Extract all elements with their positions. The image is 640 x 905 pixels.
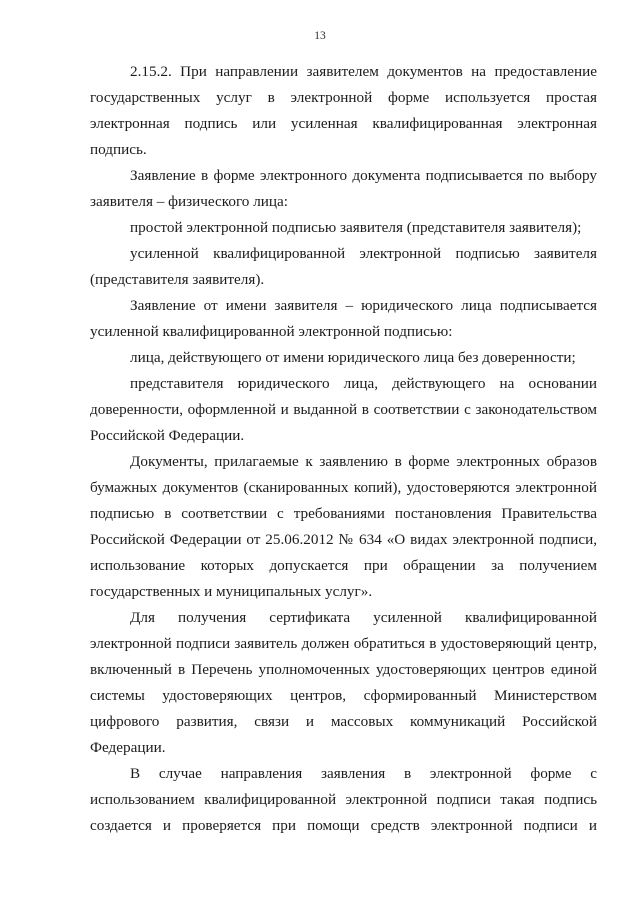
- paragraph: [90, 761, 597, 839]
- text-line: государственных услуг в электронной форме используется простая: [90, 89, 597, 106]
- text-line: цифрового развития, связи и массовых коммуникаций Российской: [90, 713, 597, 730]
- text-line: государственных и муниципальных услуг».: [90, 583, 373, 600]
- text-line: подписью в соответствии с требованиями постановления Правительства: [90, 505, 597, 522]
- text-line: лица, действующего от имени юридического лица без доверенности;: [130, 349, 576, 366]
- text-line: усиленной квалифицированной электронной подписью:: [90, 323, 453, 340]
- paragraph: [90, 605, 597, 761]
- text-line: заявителя – физического лица:: [90, 193, 288, 210]
- text-line: В случае направления заявления в электронной форме с: [130, 765, 597, 782]
- text-line: Российской Федерации.: [90, 427, 245, 444]
- text-line: простой электронной подписью заявителя (представителя заявителя);: [130, 219, 582, 236]
- page-number: 13: [314, 30, 326, 42]
- text-line: создается и проверяется при помощи средств электронной подписи и: [90, 817, 597, 834]
- paragraph: [90, 241, 597, 293]
- paragraph: [90, 293, 597, 345]
- paragraph-2-15-2: [90, 59, 597, 163]
- text-line: электронной подписи заявитель должен обратиться в удостоверяющий центр,: [90, 635, 597, 652]
- text-line: 2.15.2. При направлении заявителем документов на предоставление: [130, 63, 597, 80]
- text-line: электронная подпись или усиленная квалифицированная электронная: [90, 115, 597, 132]
- text-line: Заявление от имени заявителя – юридического лица подписывается: [130, 297, 597, 314]
- text-line: Российской Федерации от 25.06.2012 № 634 «О видах электронной подписи,: [90, 531, 597, 548]
- text-line: Заявление в форме электронного документа подписывается по выбору: [130, 167, 597, 184]
- text-line: доверенности, оформленной и выданной в соответствии с законодательством: [90, 401, 597, 418]
- text-line: использование которых допускается при обращении за получением: [90, 557, 597, 574]
- text-line: использованием квалифицированной электронной подписи такая подпись: [90, 791, 597, 808]
- paragraph: [90, 371, 597, 449]
- paragraph: [90, 449, 597, 605]
- text-line: представителя юридического лица, действующего на основании: [130, 375, 597, 392]
- text-line: Федерации.: [90, 739, 166, 756]
- text-line: Документы, прилагаемые к заявлению в форме электронных образов: [130, 453, 597, 470]
- text-line: системы удостоверяющих центров, сформированный Министерством: [90, 687, 597, 704]
- document-body: [90, 59, 597, 839]
- text-line: включенный в Перечень уполномоченных удостоверяющих центров единой: [90, 661, 597, 678]
- paragraph: [90, 215, 597, 241]
- text-line: подпись.: [90, 141, 147, 158]
- text-line: усиленной квалифицированной электронной подписью заявителя: [130, 245, 597, 262]
- paragraph: [90, 345, 597, 371]
- text-line: (представителя заявителя).: [90, 271, 265, 288]
- text-line: бумажных документов (сканированных копий), удостоверяются электронной: [90, 479, 597, 496]
- text-line: Для получения сертификата усиленной квалифицированной: [130, 609, 597, 626]
- paragraph: [90, 163, 597, 215]
